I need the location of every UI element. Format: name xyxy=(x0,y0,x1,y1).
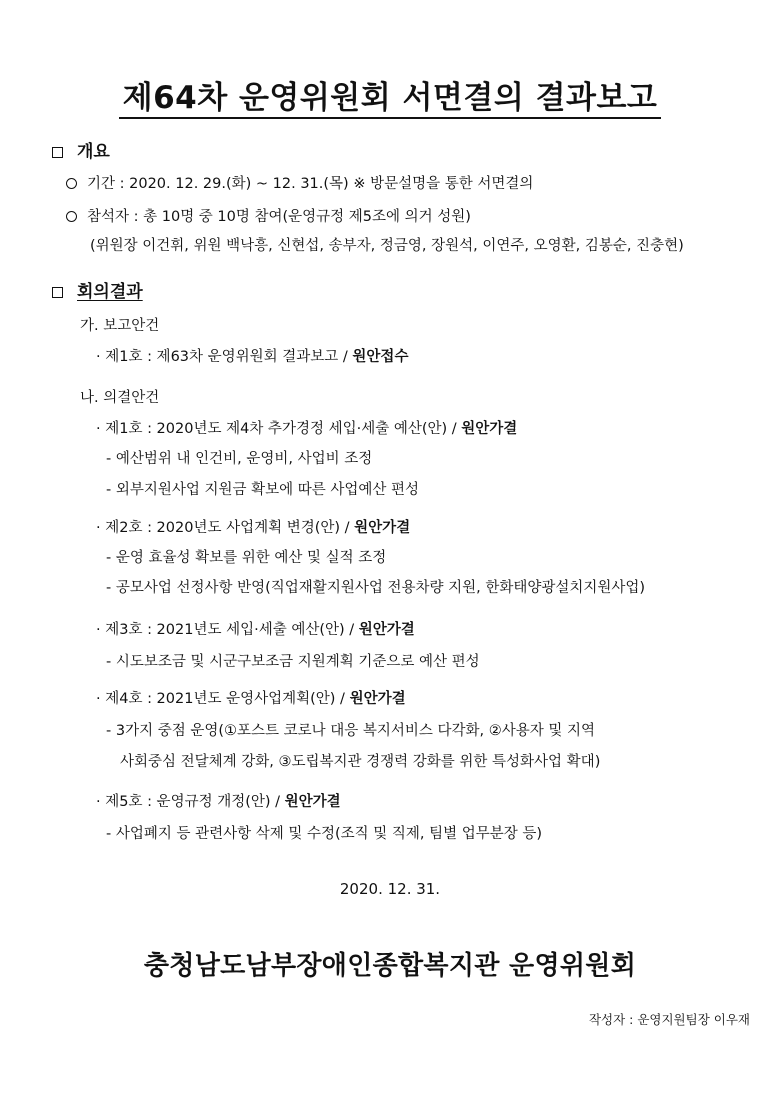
resolution-item-3-result: 원안가결 xyxy=(358,622,415,638)
overview-attendees xyxy=(66,207,471,227)
resolution-item-4-detail: - 3가지 중점 운영(①포스트 코로나 대응 복지서비스 다각화, ②사용자 및 지역 xyxy=(106,723,596,739)
overview-attendee-names: (위원장 이건휘, 위원 백낙흥, 신현섭, 송부자, 정금영, 장원석, 이연주, 오영환, 김봉순, 진충현) xyxy=(90,238,684,254)
resolution-item-2-text: · 제2호 : 2020년도 사업계획 변경(안) / xyxy=(96,520,355,536)
resolution-item-2-detail: - 운영 효율성 확보를 위한 예산 및 실적 조정 xyxy=(106,550,387,566)
resolution-item-5 xyxy=(96,792,341,812)
resolution-item-4-detail: 사회중심 전달체계 강화, ③도립복지관 경쟁력 강화를 위한 특성화사업 확대) xyxy=(120,754,601,770)
resolution-heading: 나. 의결안건 xyxy=(80,390,160,406)
report-item-1-text: · 제1호 : 제63차 운영위원회 결과보고 / xyxy=(96,349,353,365)
resolution-item-1-result: 원안가결 xyxy=(461,421,518,437)
overview-heading-text: 개요 xyxy=(77,142,110,162)
overview-period xyxy=(66,174,533,194)
resolution-item-2 xyxy=(96,518,410,538)
checkbox-square-icon xyxy=(52,147,63,158)
resolution-item-5-detail: - 사업폐지 등 관련사항 삭제 및 수정(조직 및 직제, 팀별 업무분장 등) xyxy=(106,826,543,842)
author-line: 작성자 : 운영지원팀장 이우재 xyxy=(588,1012,750,1027)
resolution-item-2-result: 원안가결 xyxy=(354,520,411,536)
circle-bullet-icon xyxy=(66,211,77,222)
resolution-item-1-text: · 제1호 : 2020년도 제4차 추가경정 세입·세출 예산(안) / xyxy=(96,421,462,437)
section-overview-heading xyxy=(52,142,110,162)
report-heading: 가. 보고안건 xyxy=(80,318,160,334)
overview-period-text: 기간 : 2020. 12. 29.(화) ~ 12. 31.(목) ※ 방문설명을 통한 서면결의 xyxy=(87,176,534,192)
resolution-item-4 xyxy=(96,689,406,709)
resolution-item-1-detail: - 예산범위 내 인건비, 운영비, 사업비 조정 xyxy=(106,451,373,467)
document-date: 2020. 12. 31. xyxy=(339,880,441,898)
resolution-item-1 xyxy=(96,419,517,439)
resolution-item-5-result: 원안가결 xyxy=(284,794,341,810)
resolution-item-3 xyxy=(96,620,415,640)
resolution-item-2-detail: - 공모사업 선정사항 반영(직업재활지원사업 전용차량 지원, 한화태양광설치지원사업) xyxy=(106,580,646,596)
overview-attendees-text: 참석자 : 총 10명 중 10명 참여(운영규정 제5조에 의거 성원) xyxy=(87,209,471,225)
document-title: 제64차 운영위원회 서면결의 결과보고 xyxy=(119,80,662,119)
resolution-item-5-text: · 제5호 : 운영규정 개정(안) / xyxy=(96,794,285,810)
organization-name: 충청남도남부장애인종합복지관 운영위원회 xyxy=(143,951,637,981)
report-item-1 xyxy=(96,347,408,367)
document-title-row xyxy=(0,72,780,117)
resolution-item-3-text: · 제3호 : 2021년도 세입·세출 예산(안) / xyxy=(96,622,359,638)
resolution-item-4-result: 원안가결 xyxy=(349,691,406,707)
resolution-item-1-detail: - 외부지원사업 지원금 확보에 따른 사업예산 편성 xyxy=(106,482,420,498)
resolution-item-3-detail: - 시도보조금 및 시군구보조금 지원계획 기준으로 예산 편성 xyxy=(106,654,480,670)
report-item-1-result: 원안접수 xyxy=(352,349,409,365)
checkbox-square-icon xyxy=(52,287,63,298)
section-results-heading xyxy=(52,282,143,302)
resolution-item-4-text: · 제4호 : 2021년도 운영사업계획(안) / xyxy=(96,691,350,707)
circle-bullet-icon xyxy=(66,178,77,189)
results-heading-text: 회의결과 xyxy=(77,282,143,302)
